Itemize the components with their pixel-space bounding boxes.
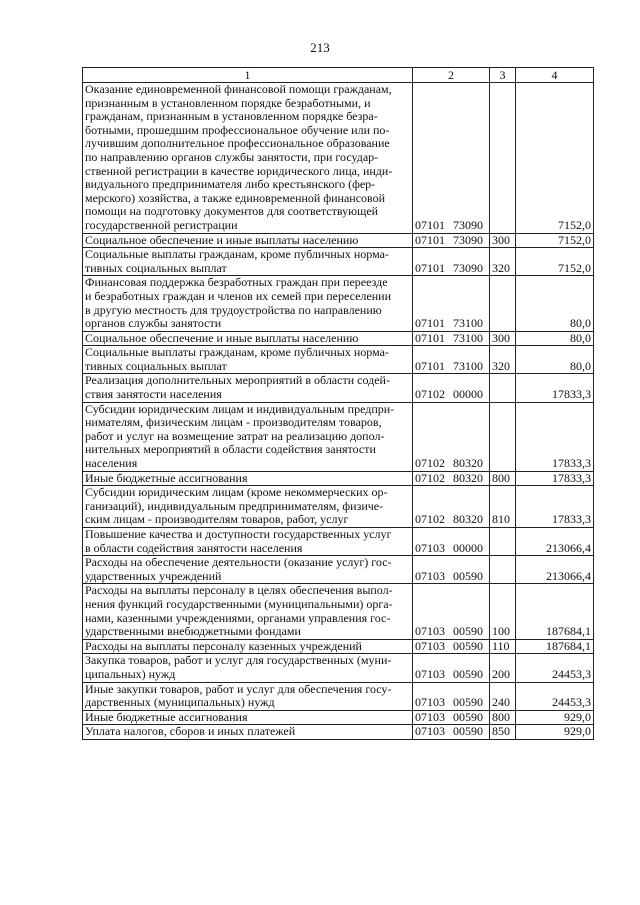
row-name-line: в области содействия занятости населения: [85, 540, 303, 555]
row-name-cell: [83, 556, 413, 584]
header-cell-vr: 3: [490, 68, 516, 83]
row-code-cell: [413, 233, 490, 248]
row-amount-cell: 80,0: [516, 346, 594, 374]
row-amount-cell: 17833,3: [516, 471, 594, 486]
row-name-line: Иные бюджетные ассигнования: [85, 470, 248, 485]
row-amount-cell: 7152,0: [516, 248, 594, 276]
row-name-line: Иные закупки товаров, работ и услуг для обеспечения госу-: [85, 681, 392, 696]
row-amount-cell: 80,0: [516, 331, 594, 346]
row-code-cell: [413, 331, 490, 346]
row-name-line: гражданам, признанным в установленном порядке безра-: [85, 109, 378, 124]
row-code-direction: 00000: [453, 387, 483, 402]
row-code-program: 07101: [415, 217, 445, 232]
row-amount-cell: 24453,3: [516, 654, 594, 682]
row-code-direction: 80320: [453, 512, 483, 527]
row-name-line: в другую местность для трудоустройства по направлению: [85, 302, 382, 317]
row-code-cell: [413, 682, 490, 710]
row-expense-type-cell: [490, 374, 516, 402]
table-row: [83, 233, 594, 248]
row-expense-type-cell: [490, 402, 516, 471]
row-expense-type-cell: 850: [490, 725, 516, 740]
row-name-cell: [83, 654, 413, 682]
table-body: [83, 83, 594, 740]
table-row: [83, 486, 594, 528]
row-name-cell: [83, 682, 413, 710]
row-expense-type-cell: 240: [490, 682, 516, 710]
table-row: [83, 346, 594, 374]
row-name-line: работ и услуг на возмещение затрат на реализацию допол-: [85, 428, 385, 443]
row-code-program: 07101: [415, 358, 445, 373]
row-amount-cell: 929,0: [516, 710, 594, 725]
row-expense-type-cell: [490, 276, 516, 331]
row-name-line: государственной регистрации: [85, 217, 238, 232]
row-name-line: тивных социальных выплат: [85, 358, 227, 373]
row-code-direction: 00590: [453, 666, 483, 681]
row-code-program: 07103: [415, 638, 445, 653]
row-name-line: Социальные выплаты гражданам, кроме публичных норма-: [85, 345, 389, 360]
row-code-program: 07103: [415, 568, 445, 583]
table-row: [83, 331, 594, 346]
row-amount-cell: 24453,3: [516, 682, 594, 710]
row-code-cell: [413, 276, 490, 331]
row-name-line: Субсидии юридическим лицам и индивидуальным предпри-: [85, 401, 395, 416]
row-name-line: тивных социальных выплат: [85, 260, 227, 275]
page-number: 213: [310, 40, 330, 55]
table-row: [83, 710, 594, 725]
row-amount-cell: 17833,3: [516, 486, 594, 528]
row-name-line: ганизаций), индивидуальным предпринимателям, физиче-: [85, 498, 384, 513]
row-expense-type-cell: 100: [490, 584, 516, 639]
row-code-direction: 73090: [453, 232, 483, 247]
row-name-line: нимателям, физическим лицам - производителям товаров,: [85, 415, 382, 430]
row-code-direction: 73090: [453, 260, 483, 275]
row-name-line: Расходы на выплаты персоналу в целях обеспечения выпол-: [85, 583, 393, 598]
table-row: [83, 374, 594, 402]
table-row: [83, 248, 594, 276]
row-name-line: и безработных граждан и членов их семей при переселении: [85, 288, 391, 303]
row-name-line: Расходы на обеспечение деятельности (оказание услуг) гос-: [85, 555, 392, 570]
row-expense-type-cell: 800: [490, 710, 516, 725]
row-amount-cell: 213066,4: [516, 528, 594, 556]
row-code-cell: [413, 374, 490, 402]
row-name-line: Социальное обеспечение и иные выплаты населению: [85, 232, 359, 247]
row-code-program: 07103: [415, 666, 445, 681]
row-name-line: нами, казенными учреждениями, органами управления гос-: [85, 610, 391, 625]
row-code-direction: 00590: [453, 568, 483, 583]
row-expense-type-cell: 300: [490, 233, 516, 248]
row-name-cell: [83, 331, 413, 346]
row-code-program: 07102: [415, 387, 445, 402]
row-amount-cell: 213066,4: [516, 556, 594, 584]
table-row: [83, 654, 594, 682]
table-row: [83, 276, 594, 331]
row-name-line: Закупка товаров, работ и услуг для государственных (муни-: [85, 653, 392, 668]
row-name-line: Оказание единовременной финансовой помощи гражданам,: [85, 82, 392, 96]
row-name-line: Финансовая поддержка безработных граждан при переезде: [85, 275, 388, 290]
row-code-cell: [413, 639, 490, 654]
row-amount-cell: 80,0: [516, 276, 594, 331]
row-name-line: Повышение качества и доступности государственных услуг: [85, 527, 392, 541]
row-name-line: населения: [85, 456, 138, 471]
row-code-program: 07102: [415, 470, 445, 485]
row-expense-type-cell: 200: [490, 654, 516, 682]
row-name-cell: [83, 276, 413, 331]
row-code-direction: 00590: [453, 638, 483, 653]
row-code-direction: 80320: [453, 470, 483, 485]
row-code-cell: [413, 402, 490, 471]
row-name-cell: [83, 233, 413, 248]
row-code-program: 07103: [415, 709, 445, 724]
row-expense-type-cell: 110: [490, 639, 516, 654]
row-name-line: Расходы на выплаты персоналу казенных учреждений: [85, 638, 362, 653]
row-code-program: 07101: [415, 316, 445, 331]
row-code-cell: [413, 584, 490, 639]
row-code-program: 07102: [415, 512, 445, 527]
row-code-direction: 00590: [453, 624, 483, 639]
row-name-line: видуального предпринимателя либо крестьянского (фер-: [85, 177, 376, 192]
table-row: [83, 471, 594, 486]
header-row: [83, 68, 594, 83]
row-name-line: нения функций государственными (муниципальными) орга-: [85, 596, 393, 611]
row-name-cell: [83, 710, 413, 725]
row-code-direction: 73100: [453, 358, 483, 373]
table-row: [83, 639, 594, 654]
row-name-line: Субсидии юридическим лицам (кроме некоммерческих ор-: [85, 485, 388, 500]
row-amount-cell: 7152,0: [516, 83, 594, 234]
row-amount-cell: 187684,1: [516, 584, 594, 639]
row-code-direction: 00000: [453, 540, 483, 555]
row-name-line: ударственных учреждений: [85, 568, 222, 583]
row-amount-cell: 7152,0: [516, 233, 594, 248]
row-name-line: по направлению органов службы занятости, при государ-: [85, 149, 379, 164]
row-code-program: 07101: [415, 330, 445, 345]
row-expense-type-cell: [490, 528, 516, 556]
row-name-cell: [83, 248, 413, 276]
table-row: [83, 682, 594, 710]
row-name-line: ствия занятости населения: [85, 387, 222, 402]
row-code-program: 07103: [415, 724, 445, 739]
row-name-cell: [83, 374, 413, 402]
row-expense-type-cell: 320: [490, 248, 516, 276]
row-amount-cell: 17833,3: [516, 402, 594, 471]
row-name-line: Иные бюджетные ассигнования: [85, 709, 248, 724]
row-name-cell: [83, 528, 413, 556]
row-name-line: органов службы занятости: [85, 316, 222, 331]
row-code-cell: [413, 83, 490, 234]
row-code-cell: [413, 710, 490, 725]
row-name-line: признанным в установленном порядке безработными, и: [85, 95, 371, 110]
row-name-cell: [83, 725, 413, 740]
row-code-cell: [413, 654, 490, 682]
row-amount-cell: 929,0: [516, 725, 594, 740]
row-code-cell: [413, 725, 490, 740]
row-amount-cell: 17833,3: [516, 374, 594, 402]
row-code-program: 07101: [415, 232, 445, 247]
row-name-line: ударственными внебюджетными фондами: [85, 624, 301, 639]
table-row: [83, 556, 594, 584]
row-name-cell: [83, 584, 413, 639]
row-name-cell: [83, 83, 413, 234]
row-expense-type-cell: 810: [490, 486, 516, 528]
table-row: [83, 83, 594, 234]
row-code-program: 07103: [415, 540, 445, 555]
row-name-cell: [83, 471, 413, 486]
row-name-line: Социальное обеспечение и иные выплаты населению: [85, 330, 359, 345]
row-code-direction: 00590: [453, 724, 483, 739]
row-code-direction: 73090: [453, 217, 483, 232]
row-code-direction: 00590: [453, 709, 483, 724]
row-name-line: дарственных (муниципальных) нужд: [85, 695, 275, 710]
row-expense-type-cell: [490, 556, 516, 584]
table-row: [83, 402, 594, 471]
row-name-line: Реализация дополнительных мероприятий в области содей-: [85, 373, 390, 388]
row-code-program: 07101: [415, 260, 445, 275]
row-expense-type-cell: 320: [490, 346, 516, 374]
row-code-direction: 80320: [453, 456, 483, 471]
row-name-line: ским лицам - производителям товаров, работ, услуг: [85, 512, 349, 527]
row-amount-cell: 187684,1: [516, 639, 594, 654]
row-expense-type-cell: 300: [490, 331, 516, 346]
row-name-line: лучившим дополнительное профессиональное образование: [85, 136, 390, 151]
row-name-line: ственной регистрации в качестве юридического лица, инди-: [85, 163, 393, 178]
row-name-cell: [83, 402, 413, 471]
row-name-cell: [83, 639, 413, 654]
table-row: [83, 584, 594, 639]
row-code-program: 07102: [415, 456, 445, 471]
table-row: [83, 725, 594, 740]
row-code-cell: [413, 471, 490, 486]
row-code-cell: [413, 528, 490, 556]
table-row: [83, 528, 594, 556]
row-expense-type-cell: [490, 83, 516, 234]
row-code-direction: 73100: [453, 330, 483, 345]
row-code-cell: [413, 556, 490, 584]
row-code-direction: 73100: [453, 316, 483, 331]
row-code-program: 07103: [415, 695, 445, 710]
row-name-line: помощи на подготовку документов для соответствующей: [85, 204, 379, 219]
row-name-cell: [83, 486, 413, 528]
row-name-cell: [83, 346, 413, 374]
row-name-line: Социальные выплаты гражданам, кроме публичных норма-: [85, 247, 389, 262]
row-name-line: ботными, прошедшим профессиональное обучение или по-: [85, 122, 390, 137]
row-expense-type-cell: 800: [490, 471, 516, 486]
header-cell-amount: 4: [516, 68, 594, 83]
row-code-program: 07103: [415, 624, 445, 639]
header-cell-code: 2: [413, 68, 490, 83]
row-name-line: мерского) хозяйства, а также единовременной финансовой: [85, 190, 386, 205]
row-code-cell: [413, 346, 490, 374]
row-name-line: Уплата налогов, сборов и иных платежей: [85, 724, 296, 739]
row-code-cell: [413, 486, 490, 528]
budget-table: [82, 67, 594, 740]
row-code-direction: 00590: [453, 695, 483, 710]
row-name-line: ципальных) нужд: [85, 666, 176, 681]
row-name-line: нительных мероприятий в области содействия занятости: [85, 442, 376, 457]
row-code-cell: [413, 248, 490, 276]
header-cell-name: 1: [83, 68, 413, 83]
